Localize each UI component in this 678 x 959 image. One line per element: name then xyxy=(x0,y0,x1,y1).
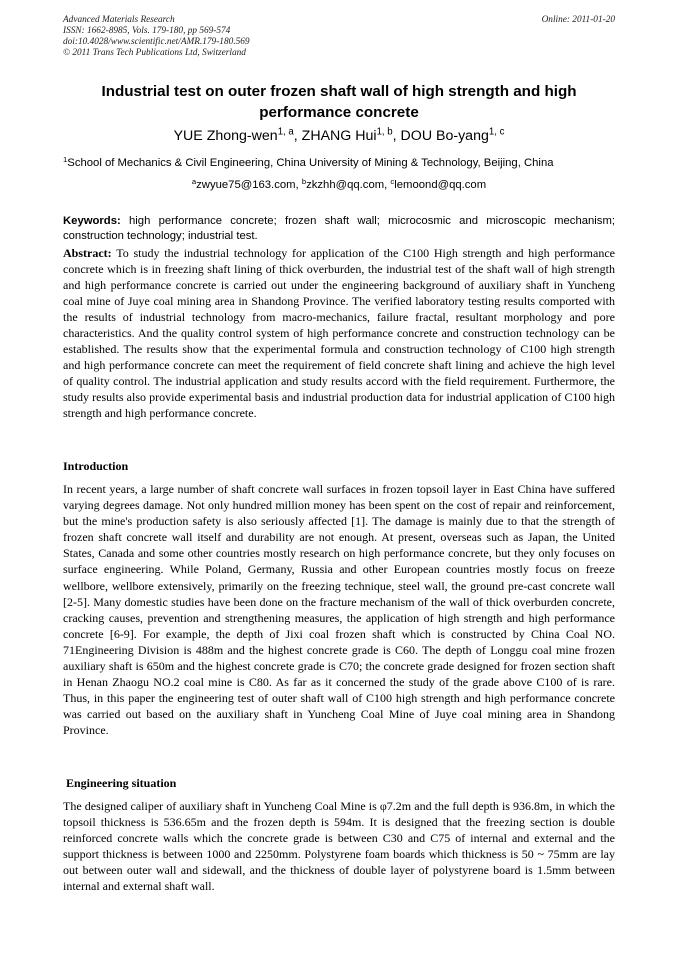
email-address[interactable]: zkzhh@qq.com xyxy=(306,179,385,191)
author-list xyxy=(63,127,615,145)
engineering-situation-heading: Engineering situation xyxy=(66,776,177,790)
keywords-text: high performance concrete; frozen shaft wall; microcosmic and microscopic mechanism; construction technology; industrial test. xyxy=(63,215,616,242)
affiliation xyxy=(63,155,623,171)
author-name: ZHANG Hui xyxy=(301,128,377,144)
abstract-label: Abstract: xyxy=(63,246,112,260)
online-date: Online: 2011-01-20 xyxy=(541,15,615,25)
author-separator: , xyxy=(392,128,401,144)
author-affil-mark: 1, b xyxy=(376,126,393,138)
abstract-text: To study the industrial technology for application of the C100 High strength and high performance concrete which is in freezing shaft lining of thick overburden, the industrial test of the shaft wall of high strength and high performance concrete is carried out under the engineering background of auxiliary shaft in Yuncheng coal mine of Juye coal mining area in Shandong Province. The verified laboratory testing results comported with the results of industrial technology from macro-mechanics, failure fractal, resultant morphology and pore characteristics. And the quality control system of high performance concrete and construction technology can be established. The results show that the experimental formula and construction technology of C100 high strength and high performance concrete can meet the requirement of field concrete shaft lining and achieve the high level of quality control. The industrial application and study results accord with the field requirement. Furthermore, the study results also provide experimental basis and industrial production data for industrial application of C100 high strength and high performance concrete. xyxy=(63,246,615,420)
copyright-line: © 2011 Trans Tech Publications Ltd, Switzerland xyxy=(63,48,246,58)
introduction-paragraph: In recent years, a large number of shaft concrete wall surfaces in frozen topsoil layer in East China have suffered varying degrees damage. Not only hundred million money has been spent on the cost of repair and reinforcement, but the mine's production safety is also seriously affected [1]. The damage is mainly due to that the strength of frozen shaft concrete wall itself and durability are not enough. At present, overseas such as Japan, the United States, Canada and some other countries mostly research on high performance concrete, but they only focuses on surface engineering. While Poland, Germany, Russia and other European countries mostly focus on freeze wellbore, wellbore extensively, primarily on the freezing technique, steel wall, the ground pre-cast concrete wall [2-5]. Many domestic studies have been done on the fracture mechanism of the wall of thick overburden concrete, cracking causes, prevention and strengthening measures, the application of high strength and high performance concrete [6-9]. For example, the depth of Jixi coal frozen shaft which is constructed by China Coal NO. 71Engineering Division is 488m and the highest concrete grade is C60. The depth of Longgu coal mine frozen auxiliary shaft is 650m and the highest concrete grade is C70; the concrete grade designed for frozen section shaft in Henan Zhaogu NO.2 coal mine is C80. As far as it concerned the study of the grade above C100 of is rare. Thus, in this paper the engineering test of outer shaft wall of C100 high strength and high performance concrete was carried out based on the auxiliary shaft in Yuncheng Coal Mine of Juye coal mining area in Shandong Province. xyxy=(63,482,615,738)
issn-line: ISSN: 1662-8985, Vols. 179-180, pp 569-574 xyxy=(63,26,231,36)
engineering-situation-paragraph: The designed caliper of auxiliary shaft in Yuncheng Coal Mine is φ7.2m and the full depth is 936.8m, in which the topsoil thickness is 536.65m and the frozen depth is 594m. It is designed that the freezing section is double reinforced concrete walls which the concrete grade is between C30 and C75 of internal and external and the support thickness is between 1000 and 2250mm. Polystyrene foam boards which thickness is 50 ~ 75mm are lay out between outer wall and sidewall, and the thickness of double layer of polystyrene board is 1.5mm between internal and external shaft wall. xyxy=(63,799,615,894)
author-affil-mark: 1, a xyxy=(277,126,294,138)
running-header xyxy=(63,15,615,59)
keywords-label: Keywords: xyxy=(63,215,121,227)
abstract-block xyxy=(63,245,615,421)
author-separator: , xyxy=(293,128,302,144)
author-name: DOU Bo-yang xyxy=(400,128,489,144)
introduction-heading: Introduction xyxy=(63,459,129,473)
doi-line: doi:10.4028/www.scientific.net/AMR.179-180.569 xyxy=(63,37,250,47)
keywords-block xyxy=(63,214,615,244)
email-address[interactable]: lemoond@qq.com xyxy=(394,179,487,191)
email-mark: c xyxy=(390,176,395,186)
author-name: YUE Zhong-wen xyxy=(173,128,278,144)
journal-name: Advanced Materials Research xyxy=(63,15,175,25)
email-mark: a xyxy=(191,176,197,186)
paper-title: Industrial test on outer frozen shaft wall of high strength and high performance concrete xyxy=(101,83,577,121)
email-mark: b xyxy=(301,176,307,186)
author-affil-mark: 1, c xyxy=(488,126,505,138)
affiliation-text: School of Mechanics & Civil Engineering, China University of Mining & Technology, Beijing, China xyxy=(67,157,554,169)
email-address[interactable]: zwyue75@163.com xyxy=(196,179,296,191)
affiliation-mark: 1 xyxy=(63,154,68,164)
email-list: $^a$zwyue75@163.com, $^b$zkzhh@qq.com, $^c$lemoond@qq.com xyxy=(191,176,487,191)
